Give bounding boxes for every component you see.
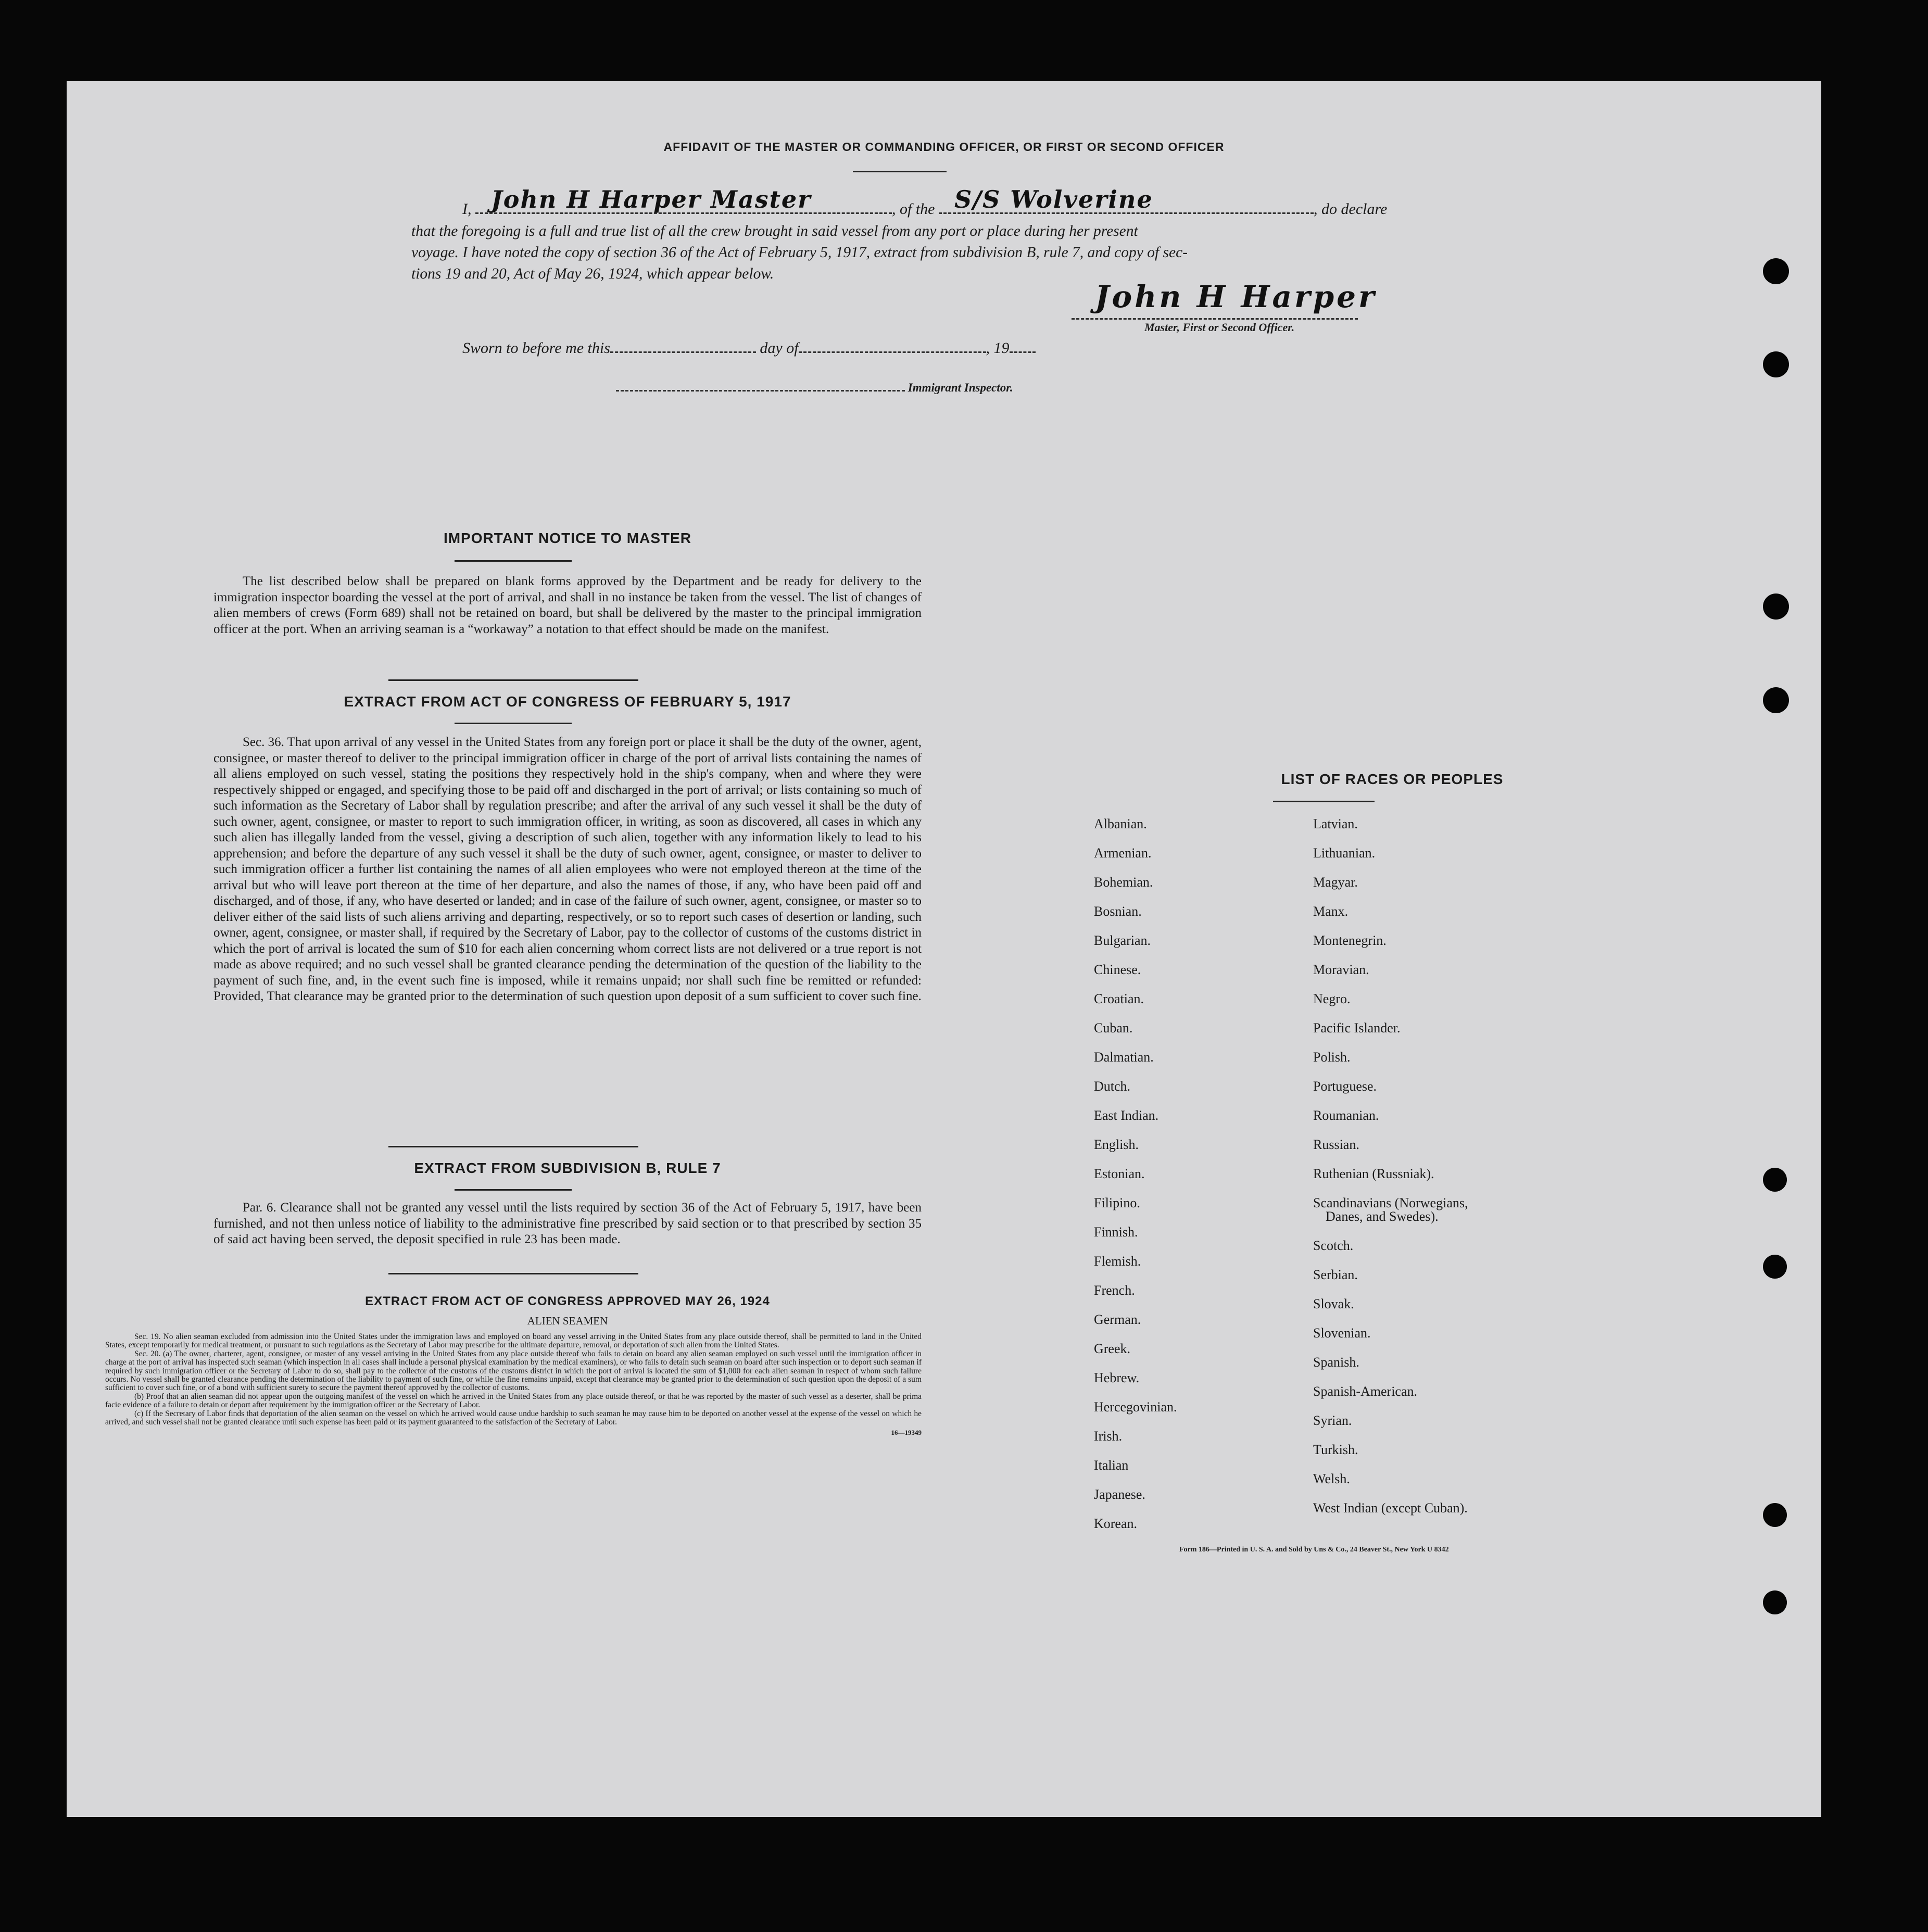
- race-item: Syrian.: [1313, 1413, 1352, 1428]
- race-item: Pacific Islander.: [1313, 1020, 1401, 1036]
- race-item: French.: [1094, 1283, 1135, 1298]
- race-item: Welsh.: [1313, 1471, 1350, 1486]
- punch-hole: [1763, 351, 1789, 377]
- race-item: Dutch.: [1094, 1079, 1131, 1094]
- race-item: Flemish.: [1094, 1254, 1141, 1269]
- race-item: Danes, and Swedes).: [1326, 1209, 1439, 1224]
- race-item: Negro.: [1313, 991, 1351, 1006]
- race-item: West Indian (except Cuban).: [1313, 1500, 1468, 1516]
- race-item: Manx.: [1313, 904, 1349, 919]
- do-declare-label: , do declare: [1314, 200, 1388, 218]
- master-name-handwritten: John H Harper Master: [491, 185, 812, 213]
- signature-line: [1072, 318, 1358, 320]
- inspector-caption: Immigrant Inspector.: [908, 381, 1013, 394]
- punch-hole: [1763, 258, 1789, 284]
- affidavit-line-3: voyage. I have noted the copy of section 36 of the Act of February 5, 1917, extract from subdivision B, rule 7, and copy of sec-: [411, 244, 1188, 261]
- section-20a: Sec. 20. (a) The owner, charterer, agent, consignee, or master of any vessel arriving in the United States from any place outside thereof who fails to detain on board any alien seaman employed on such vessel until the immigration officer in charge at the port of arrival has inspected such seaman (which inspection in all cases shall include a personal physical examination by the medical examiners), or who fails to detain such seaman on board after such inspection or to deport such seaman if required by such immigration officer or the Secretary of Labor to do so, shall pay to the collector of the customs of the customs district in which the port of arrival is located the sum of $1,000 for each alien seaman in respect of whom such failure occurs. No vessel shall be granted clearance pending the determination of the liability to payment of such fine, or while the fine remains unpaid, except that clearance may be granted prior to the determination of such question upon the deposit of a sum sufficient to cover such fine, or of a bond with sufficient surety to secure the payment thereof approved by the collector of customs.: [105, 1349, 922, 1393]
- affidavit-line-2: that the foregoing is a full and true list of all the crew brought in said vessel from any port or place during her present: [411, 223, 1138, 239]
- sworn-day-blank: [610, 339, 756, 353]
- race-item: Spanish.: [1313, 1355, 1359, 1370]
- section-19: Sec. 19. No alien seaman excluded from admission into the United States under the immigration laws and employed on board any vessel arriving in the United States from any place outside thereof, shall be permitted to land in the United States, except temporarily for medical treatment, or pursuant to such regulations as the Secretary of Labor may prescribe for the ultimate departure, removal, or deportation of such alien from the United States.: [105, 1332, 922, 1350]
- race-item: Moravian.: [1313, 962, 1369, 977]
- affidavit-line-1: [462, 185, 1388, 218]
- race-item: Portuguese.: [1313, 1079, 1377, 1094]
- punch-hole: [1763, 594, 1789, 620]
- race-item: Montenegrin.: [1313, 933, 1387, 948]
- rule-7-title-rule: [455, 1189, 572, 1191]
- race-item: English.: [1094, 1137, 1139, 1152]
- sworn-month-blank: [799, 339, 986, 353]
- affidavit-line-4: tions 19 and 20, Act of May 26, 1924, which appear below.: [411, 266, 774, 282]
- rule-7-body: Par. 6. Clearance shall not be granted any vessel until the lists required by section 36 of the Act of February 5, 1917, have been furnished, and not then unless notice of liability to the administrative fine prescribed by said section or to that prescribed by section 35 of said act having been served, the deposit specified in rule 23 has been made.: [213, 1201, 922, 1246]
- punch-hole: [1763, 1255, 1787, 1279]
- race-item: Scandinavians (Norwegians,: [1313, 1195, 1468, 1210]
- race-item: Croatian.: [1094, 991, 1144, 1006]
- title-rule: [853, 171, 947, 172]
- rule-7-end-rule: [388, 1273, 638, 1274]
- race-item: Serbian.: [1313, 1267, 1358, 1282]
- notice-title-rule: [455, 560, 572, 562]
- race-item: Filipino.: [1094, 1195, 1140, 1210]
- signature-caption: Master, First or Second Officer.: [1144, 321, 1295, 334]
- race-item: Estonian.: [1094, 1166, 1145, 1181]
- race-item: Cuban.: [1094, 1020, 1133, 1036]
- punch-hole: [1763, 1503, 1787, 1527]
- races-title-rule: [1273, 801, 1375, 802]
- race-item: Greek.: [1094, 1341, 1131, 1356]
- race-item: Armenian.: [1094, 845, 1152, 861]
- rule-7-title: EXTRACT FROM SUBDIVISION B, RULE 7: [414, 1160, 721, 1176]
- race-item: Scotch.: [1313, 1238, 1354, 1253]
- race-item: Turkish.: [1313, 1442, 1358, 1457]
- notice-end-rule: [388, 679, 638, 681]
- punch-hole: [1763, 687, 1789, 713]
- race-item: Hebrew.: [1094, 1370, 1140, 1385]
- races-right-column: [1313, 816, 1468, 1530]
- race-item: Polish.: [1313, 1050, 1351, 1065]
- punch-hole: [1763, 1168, 1787, 1192]
- race-item: Latvian.: [1313, 816, 1358, 831]
- sworn-label: Sworn to before me this: [462, 339, 610, 357]
- race-item: Chinese.: [1094, 962, 1141, 977]
- vessel-name-blank: [939, 185, 1314, 214]
- race-item: Irish.: [1094, 1429, 1123, 1444]
- race-item: Japanese.: [1094, 1487, 1145, 1502]
- punch-hole: [1763, 1590, 1787, 1614]
- race-item: Dalmatian.: [1094, 1050, 1154, 1065]
- notice-title: IMPORTANT NOTICE TO MASTER: [443, 530, 692, 546]
- races-title: LIST OF RACES OR PEOPLES: [1281, 771, 1504, 787]
- of-the-label: , of the: [892, 200, 935, 218]
- affidavit-i: I,: [462, 200, 472, 218]
- day-of-label: day of: [760, 339, 799, 357]
- inspector-line: [616, 381, 1013, 395]
- races-left-column: [1094, 816, 1177, 1545]
- race-item: Spanish-American.: [1313, 1384, 1418, 1399]
- race-item: Ruthenian (Russniak).: [1313, 1166, 1434, 1181]
- form-footer: Form 186—Printed in U. S. A. and Sold by Uns & Co., 24 Beaver St., New York U 8342: [1179, 1546, 1449, 1554]
- race-item: Lithuanian.: [1313, 845, 1376, 861]
- sworn-line: [462, 339, 1036, 357]
- race-item: Albanian.: [1094, 816, 1147, 831]
- document-sheet: [67, 81, 1821, 1817]
- master-name-blank: [475, 185, 892, 214]
- section-20c: (c) If the Secretary of Labor finds that deportation of the alien seaman on the vessel on which he arrived would cause undue hardship to such seaman he may cause him to be deported on another vessel at the expense of the vessel on which he arrived, and such vessel shall not be granted clearance until such expense has been paid or its payment guaranteed to the satisfaction of the Secretary of Labor.: [105, 1409, 922, 1427]
- race-item: Bosnian.: [1094, 904, 1142, 919]
- master-signature-handwritten: John H Harper: [1095, 279, 1377, 314]
- affidavit-title: AFFIDAVIT OF THE MASTER OR COMMANDING OFFICER, OR FIRST OR SECOND OFFICER: [663, 140, 1225, 154]
- vessel-name-handwritten: S/S Wolverine: [954, 185, 1153, 213]
- race-item: German.: [1094, 1312, 1141, 1327]
- extract-1917-title: EXTRACT FROM ACT OF CONGRESS OF FEBRUARY 5, 1917: [344, 693, 791, 710]
- sworn-year-blank: [1010, 339, 1036, 353]
- race-item: Russian.: [1313, 1137, 1359, 1152]
- section-20b: (b) Proof that an alien seaman did not appear upon the outgoing manifest of the vessel on which he arrived in the United States from any place outside thereof, or that he was reported by the master of such vessel as a deserter, shall be prima facie evidence of a failure to detain or deport after requirement by the immigration officer or the Secretary of Labor.: [105, 1392, 922, 1410]
- notice-body: The list described below shall be prepared on blank forms approved by the Department and be ready for delivery to the immigration inspector boarding the vessel at the port of arrival, and shall in no instance be taken from the vessel. The list of changes of alien members of crews (Form 689) shall not be retained on board, but shall be delivered by the master to the principal immigration officer at the port. When an arriving seaman is a “workaway” a notation to that effect should be made on the manifest.: [213, 574, 922, 636]
- extract-1924-subtitle: ALIEN SEAMEN: [527, 1315, 608, 1327]
- year-label: , 19: [986, 339, 1010, 357]
- race-item: Hercegovinian.: [1094, 1399, 1177, 1415]
- inspector-signature-blank: [616, 384, 905, 392]
- extract-1917-title-rule: [455, 723, 572, 724]
- race-item: Finnish.: [1094, 1224, 1138, 1240]
- race-item: Italian: [1094, 1458, 1129, 1473]
- race-item: Korean.: [1094, 1516, 1138, 1531]
- print-code: 16—19349: [891, 1429, 922, 1437]
- extract-1924-body: [105, 1333, 922, 1437]
- race-item: Bulgarian.: [1094, 933, 1151, 948]
- extract-1924-title: EXTRACT FROM ACT OF CONGRESS APPROVED MAY 26, 1924: [365, 1294, 770, 1308]
- race-item: Bohemian.: [1094, 875, 1153, 890]
- race-item: Slovak.: [1313, 1296, 1354, 1311]
- race-item: Roumanian.: [1313, 1108, 1379, 1123]
- race-item: Slovenian.: [1313, 1325, 1371, 1341]
- extract-1917-end-rule: [388, 1146, 638, 1147]
- race-item: Magyar.: [1313, 875, 1358, 890]
- extract-1917-body: Sec. 36. That upon arrival of any vessel in the United States from any foreign port or place it shall be the duty of the owner, agent, consignee, or master thereof to deliver to the principal immigration officer in charge of the port of arrival lists containing the names of all aliens employed on such vessel, stating the positions they respectively hold in the ship's company, when and where they were respectively shipped or engaged, and specifying those to be paid off and discharged in the port of arrival; or lists containing so much of such information as the Secretary of Labor shall by regulation prescribe; and after the arrival of any such vessel it shall be the duty of such owner, agent, consignee, or master to report to such immigration officer, in writing, as soon as discovered, all cases in which any such alien has illegally landed from the vessel, giving a description of such alien, together with any information likely to lead to his apprehension; and before the departure of any such vessel it shall be the duty of such owner, agent, consignee, or master to deliver to such immigration officer a further list containing the names of all alien employees who were not employed thereon at the time of the arrival but who will leave port thereon at the time of her departure, and also the names of those, if any, who have been paid off and discharged, and of those, if any, who have deserted or landed; and in case of the failure of such owner, agent, consignee, or master so to deliver either of the said lists of such aliens arriving and departing, respectively, or so to report such cases of desertion or landing, such owner, agent, consignee, or master shall, if required by the Secretary of Labor, pay to the collector of customs of the customs district in which the port of arrival is located the sum of $10 for each alien concerning whom correct lists are not delivered or a true report is not made as above required; and no such vessel shall be granted clearance pending the determination of the question of the liability to the payment of such fine, and, in the event such fine is imposed, while it remains unpaid; nor shall such fine be remitted or refunded: Provided, That clearance may be granted prior to the determination of such question upon deposit of a sum sufficient to cover such fine.: [213, 735, 922, 1003]
- race-item: East Indian.: [1094, 1108, 1159, 1123]
